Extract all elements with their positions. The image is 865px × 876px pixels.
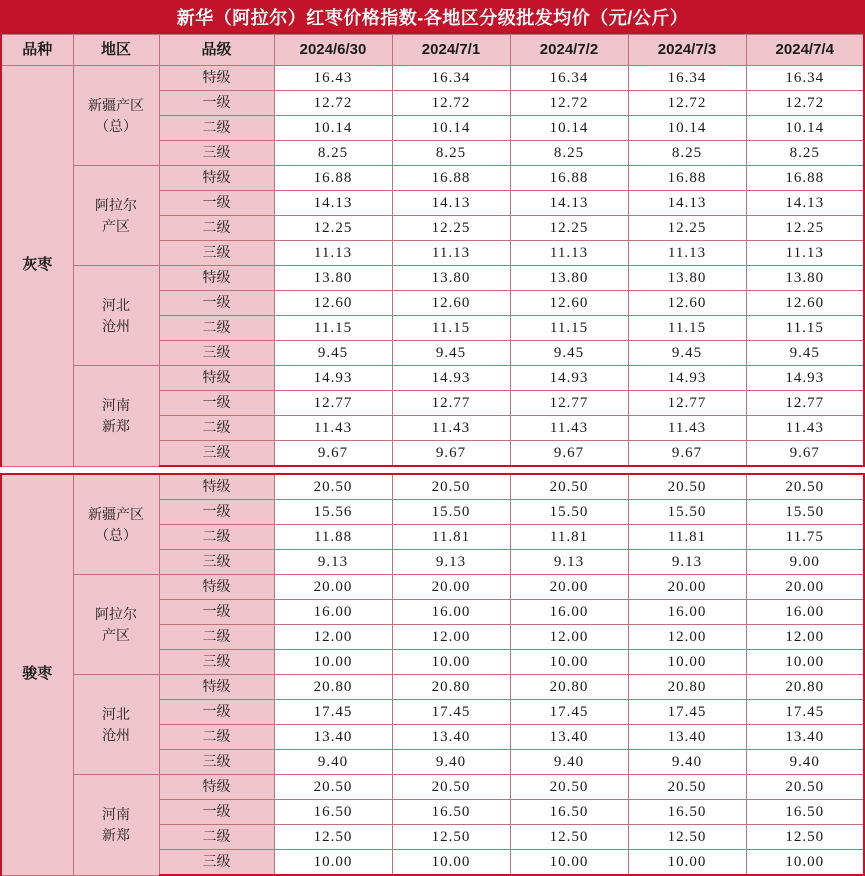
price-cell: 13.40 — [274, 725, 392, 750]
price-cell: 13.40 — [510, 725, 628, 750]
price-cell: 14.93 — [392, 366, 510, 391]
price-cell: 14.93 — [746, 366, 864, 391]
price-cell: 15.50 — [392, 500, 510, 525]
price-cell: 12.77 — [746, 391, 864, 416]
grade-cell: 特级 — [159, 675, 274, 700]
price-cell: 16.34 — [510, 66, 628, 91]
price-cell: 16.88 — [274, 166, 392, 191]
price-cell: 11.43 — [510, 416, 628, 441]
price-cell: 12.25 — [392, 216, 510, 241]
price-cell: 20.80 — [746, 675, 864, 700]
header-row — [1, 35, 864, 66]
grade-cell: 三级 — [159, 850, 274, 876]
price-cell: 11.13 — [628, 241, 746, 266]
region-cell-0-1 — [73, 166, 159, 266]
price-cell: 8.25 — [392, 141, 510, 166]
price-cell: 20.50 — [274, 775, 392, 800]
price-cell: 11.43 — [746, 416, 864, 441]
price-cell: 11.15 — [628, 316, 746, 341]
price-cell: 13.40 — [628, 725, 746, 750]
price-cell: 20.50 — [392, 775, 510, 800]
region-label-line: 新疆产区 — [88, 505, 144, 522]
price-cell: 20.80 — [274, 675, 392, 700]
price-cell: 11.13 — [392, 241, 510, 266]
price-cell: 15.50 — [628, 500, 746, 525]
price-cell: 16.88 — [628, 166, 746, 191]
column-header-date-0: 2024/6/30 — [274, 35, 392, 66]
column-header-variety: 品种 — [1, 35, 73, 66]
price-cell: 12.00 — [392, 625, 510, 650]
price-cell: 11.81 — [510, 525, 628, 550]
price-cell: 20.50 — [510, 775, 628, 800]
price-cell: 15.56 — [274, 500, 392, 525]
price-cell: 10.14 — [274, 116, 392, 141]
grade-cell: 二级 — [159, 725, 274, 750]
price-cell: 10.14 — [746, 116, 864, 141]
price-cell: 12.72 — [274, 91, 392, 116]
price-cell: 16.43 — [274, 66, 392, 91]
grade-cell: 三级 — [159, 241, 274, 266]
price-cell: 9.13 — [274, 550, 392, 575]
price-cell: 10.00 — [628, 650, 746, 675]
column-header-date-1: 2024/7/1 — [392, 35, 510, 66]
grade-cell: 二级 — [159, 625, 274, 650]
grade-cell: 二级 — [159, 116, 274, 141]
table-row — [1, 675, 864, 700]
price-cell: 20.80 — [392, 675, 510, 700]
grade-cell: 二级 — [159, 416, 274, 441]
table-row — [1, 575, 864, 600]
price-cell: 13.40 — [746, 725, 864, 750]
price-cell: 11.13 — [746, 241, 864, 266]
price-cell: 10.14 — [392, 116, 510, 141]
price-cell: 11.81 — [392, 525, 510, 550]
region-label-line: 阿拉尔 — [95, 605, 137, 622]
region-label-line: 河北 — [102, 296, 130, 313]
price-cell: 11.81 — [628, 525, 746, 550]
price-cell: 20.00 — [274, 575, 392, 600]
grade-cell: 特级 — [159, 366, 274, 391]
price-cell: 9.67 — [628, 441, 746, 467]
price-cell: 13.80 — [392, 266, 510, 291]
price-cell: 12.00 — [628, 625, 746, 650]
price-cell: 12.60 — [274, 291, 392, 316]
price-cell: 9.40 — [510, 750, 628, 775]
grade-cell: 二级 — [159, 216, 274, 241]
price-cell: 11.15 — [274, 316, 392, 341]
region-cell-1-2 — [73, 675, 159, 775]
price-cell: 16.88 — [746, 166, 864, 191]
region-cell-1-1 — [73, 575, 159, 675]
price-cell: 12.72 — [510, 91, 628, 116]
price-cell: 20.50 — [746, 775, 864, 800]
grade-cell: 一级 — [159, 800, 274, 825]
region-label-line: 河南 — [102, 805, 130, 822]
grade-cell: 三级 — [159, 750, 274, 775]
price-cell: 10.00 — [274, 850, 392, 876]
price-cell: 12.50 — [628, 825, 746, 850]
region-label-line: 沧州 — [102, 726, 130, 743]
price-cell: 14.13 — [274, 191, 392, 216]
price-cell: 12.72 — [392, 91, 510, 116]
grade-cell: 特级 — [159, 775, 274, 800]
price-cell: 12.72 — [746, 91, 864, 116]
price-cell: 8.25 — [746, 141, 864, 166]
price-cell: 14.13 — [510, 191, 628, 216]
price-cell: 12.72 — [628, 91, 746, 116]
price-cell: 9.13 — [392, 550, 510, 575]
price-cell: 20.80 — [628, 675, 746, 700]
table-row — [1, 366, 864, 391]
price-cell: 20.50 — [392, 474, 510, 500]
table-body — [1, 66, 864, 876]
price-cell: 9.40 — [628, 750, 746, 775]
column-header-grade: 品级 — [159, 35, 274, 66]
price-cell: 20.00 — [746, 575, 864, 600]
grade-cell: 特级 — [159, 575, 274, 600]
table-header — [1, 35, 864, 66]
price-cell: 9.67 — [746, 441, 864, 467]
price-cell: 9.45 — [746, 341, 864, 366]
price-cell: 16.00 — [628, 600, 746, 625]
region-cell-1-0 — [73, 474, 159, 575]
price-cell: 14.93 — [274, 366, 392, 391]
price-cell: 10.00 — [746, 650, 864, 675]
region-label-line: 新疆产区 — [88, 96, 144, 113]
region-label-line: 产区 — [102, 217, 130, 234]
price-cell: 20.50 — [628, 775, 746, 800]
price-cell: 15.50 — [746, 500, 864, 525]
price-cell: 10.00 — [628, 850, 746, 876]
price-cell: 12.00 — [510, 625, 628, 650]
grade-cell: 二级 — [159, 825, 274, 850]
column-header-region: 地区 — [73, 35, 159, 66]
price-cell: 13.80 — [746, 266, 864, 291]
table-row — [1, 266, 864, 291]
price-cell: 17.45 — [628, 700, 746, 725]
price-cell: 12.25 — [746, 216, 864, 241]
price-cell: 9.40 — [274, 750, 392, 775]
price-cell: 14.13 — [392, 191, 510, 216]
price-cell: 16.00 — [746, 600, 864, 625]
grade-cell: 二级 — [159, 525, 274, 550]
price-cell: 20.50 — [628, 474, 746, 500]
price-cell: 9.00 — [746, 550, 864, 575]
price-cell: 16.50 — [628, 800, 746, 825]
group-separator-cell — [1, 466, 864, 474]
price-cell: 13.80 — [510, 266, 628, 291]
price-cell: 12.60 — [746, 291, 864, 316]
price-cell: 16.88 — [392, 166, 510, 191]
price-cell: 16.00 — [392, 600, 510, 625]
price-cell: 16.34 — [392, 66, 510, 91]
region-label-line: 河南 — [102, 396, 130, 413]
price-cell: 8.25 — [274, 141, 392, 166]
region-label-line: 阿拉尔 — [95, 196, 137, 213]
price-cell: 20.00 — [510, 575, 628, 600]
price-cell: 11.88 — [274, 525, 392, 550]
column-header-date-3: 2024/7/3 — [628, 35, 746, 66]
region-label-line: （总） — [95, 526, 137, 543]
price-cell: 14.13 — [628, 191, 746, 216]
price-cell: 12.60 — [628, 291, 746, 316]
price-cell: 8.25 — [510, 141, 628, 166]
price-cell: 16.50 — [274, 800, 392, 825]
price-cell: 10.00 — [510, 850, 628, 876]
price-cell: 10.00 — [274, 650, 392, 675]
price-cell: 11.43 — [392, 416, 510, 441]
price-cell: 9.67 — [510, 441, 628, 467]
price-cell: 12.60 — [510, 291, 628, 316]
price-cell: 12.77 — [628, 391, 746, 416]
grade-cell: 一级 — [159, 291, 274, 316]
grade-cell: 一级 — [159, 700, 274, 725]
price-cell: 20.80 — [510, 675, 628, 700]
price-cell: 16.00 — [274, 600, 392, 625]
price-cell: 16.88 — [510, 166, 628, 191]
grade-cell: 一级 — [159, 91, 274, 116]
price-cell: 10.00 — [392, 650, 510, 675]
grade-cell: 特级 — [159, 266, 274, 291]
price-cell: 9.40 — [392, 750, 510, 775]
price-cell: 11.13 — [510, 241, 628, 266]
price-cell: 20.00 — [392, 575, 510, 600]
grade-cell: 一级 — [159, 600, 274, 625]
region-cell-0-0 — [73, 66, 159, 166]
price-cell: 16.34 — [746, 66, 864, 91]
price-cell: 11.15 — [746, 316, 864, 341]
region-label-line: 新郑 — [102, 417, 130, 434]
grade-cell: 一级 — [159, 191, 274, 216]
grade-cell: 三级 — [159, 550, 274, 575]
page-title: 新华（阿拉尔）红枣价格指数-各地区分级批发均价（元/公斤） — [0, 0, 865, 34]
price-cell: 9.45 — [510, 341, 628, 366]
grade-cell: 三级 — [159, 650, 274, 675]
price-cell: 16.34 — [628, 66, 746, 91]
region-label-line: 沧州 — [102, 317, 130, 334]
price-cell: 11.75 — [746, 525, 864, 550]
price-cell: 9.13 — [510, 550, 628, 575]
price-cell: 12.77 — [274, 391, 392, 416]
price-cell: 13.80 — [628, 266, 746, 291]
region-cell-0-2 — [73, 266, 159, 366]
price-cell: 12.00 — [274, 625, 392, 650]
price-cell: 13.40 — [392, 725, 510, 750]
price-cell: 20.00 — [628, 575, 746, 600]
price-cell: 16.50 — [392, 800, 510, 825]
region-label-line: （总） — [95, 117, 137, 134]
price-cell: 12.50 — [746, 825, 864, 850]
price-cell: 20.50 — [274, 474, 392, 500]
price-cell: 9.45 — [392, 341, 510, 366]
grade-cell: 一级 — [159, 500, 274, 525]
price-cell: 16.00 — [510, 600, 628, 625]
price-cell: 12.25 — [628, 216, 746, 241]
price-cell: 9.67 — [392, 441, 510, 467]
region-label-line: 产区 — [102, 626, 130, 643]
group-separator — [1, 466, 864, 474]
price-cell: 10.00 — [510, 650, 628, 675]
price-cell: 12.50 — [274, 825, 392, 850]
price-cell: 17.45 — [392, 700, 510, 725]
price-cell: 14.93 — [628, 366, 746, 391]
price-cell: 17.45 — [510, 700, 628, 725]
price-cell: 9.67 — [274, 441, 392, 467]
variety-cell-0: 灰枣 — [1, 66, 73, 467]
price-cell: 14.93 — [510, 366, 628, 391]
price-cell: 12.50 — [392, 825, 510, 850]
price-cell: 9.13 — [628, 550, 746, 575]
variety-cell-1: 骏枣 — [1, 474, 73, 875]
price-cell: 11.43 — [274, 416, 392, 441]
price-cell: 20.50 — [510, 474, 628, 500]
grade-cell: 特级 — [159, 166, 274, 191]
table-row — [1, 474, 864, 500]
price-table — [0, 34, 865, 876]
grade-cell: 特级 — [159, 66, 274, 91]
region-cell-1-3 — [73, 775, 159, 876]
price-cell: 17.45 — [746, 700, 864, 725]
grade-cell: 一级 — [159, 391, 274, 416]
price-cell: 10.14 — [628, 116, 746, 141]
price-cell: 12.77 — [392, 391, 510, 416]
price-cell: 12.25 — [510, 216, 628, 241]
price-cell: 12.25 — [274, 216, 392, 241]
region-label-line: 新郑 — [102, 826, 130, 843]
price-cell: 12.00 — [746, 625, 864, 650]
price-cell: 17.45 — [274, 700, 392, 725]
table-row — [1, 166, 864, 191]
column-header-date-4: 2024/7/4 — [746, 35, 864, 66]
price-cell: 11.43 — [628, 416, 746, 441]
price-cell: 9.40 — [746, 750, 864, 775]
region-cell-0-3 — [73, 366, 159, 467]
column-header-date-2: 2024/7/2 — [510, 35, 628, 66]
price-cell: 16.50 — [746, 800, 864, 825]
price-cell: 12.60 — [392, 291, 510, 316]
table-row — [1, 775, 864, 800]
price-cell: 13.80 — [274, 266, 392, 291]
price-cell: 12.50 — [510, 825, 628, 850]
price-cell: 20.50 — [746, 474, 864, 500]
grade-cell: 三级 — [159, 441, 274, 467]
region-label-line: 河北 — [102, 705, 130, 722]
price-cell: 15.50 — [510, 500, 628, 525]
price-cell: 10.00 — [392, 850, 510, 876]
price-cell: 9.45 — [274, 341, 392, 366]
grade-cell: 二级 — [159, 316, 274, 341]
price-cell: 10.14 — [510, 116, 628, 141]
price-cell: 9.45 — [628, 341, 746, 366]
grade-cell: 三级 — [159, 341, 274, 366]
grade-cell: 特级 — [159, 474, 274, 500]
grade-cell: 三级 — [159, 141, 274, 166]
price-cell: 11.15 — [510, 316, 628, 341]
price-cell: 11.15 — [392, 316, 510, 341]
price-cell: 14.13 — [746, 191, 864, 216]
price-cell: 12.77 — [510, 391, 628, 416]
price-cell: 16.50 — [510, 800, 628, 825]
price-cell: 10.00 — [746, 850, 864, 876]
table-row — [1, 66, 864, 91]
price-cell: 11.13 — [274, 241, 392, 266]
price-cell: 8.25 — [628, 141, 746, 166]
